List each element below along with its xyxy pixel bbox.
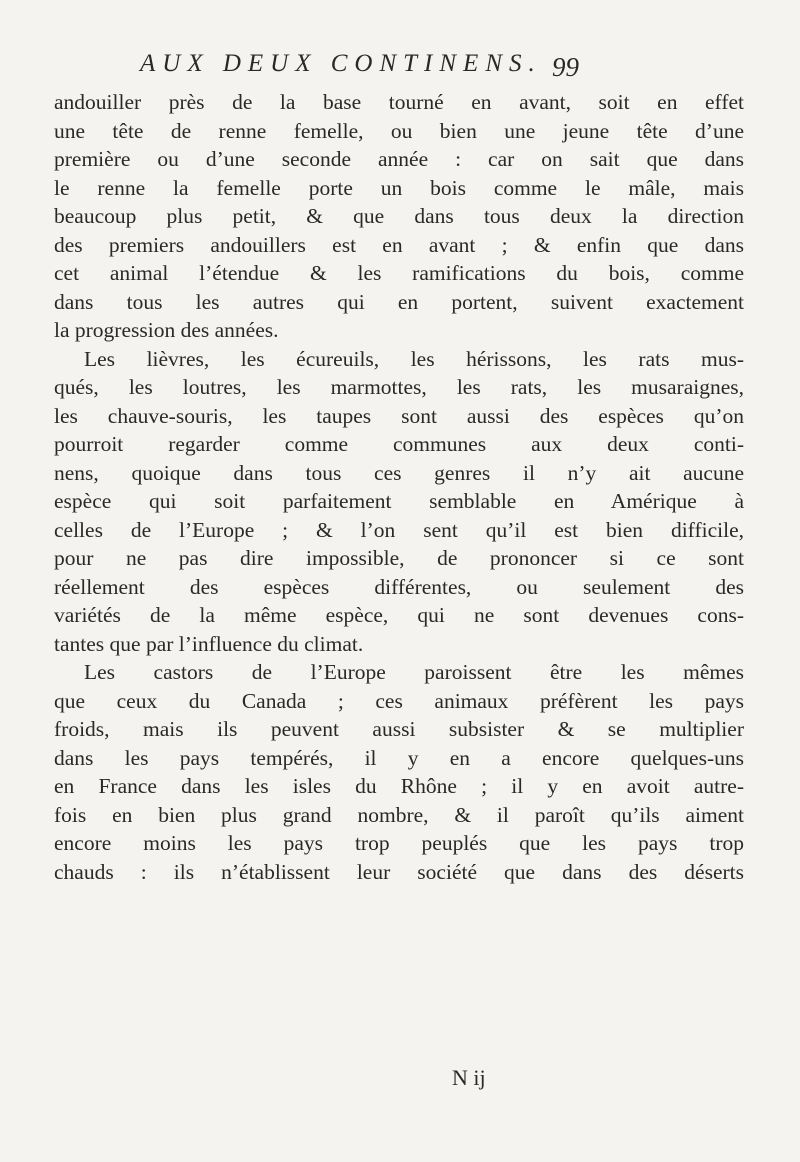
text-line: la progression des années. xyxy=(54,318,279,342)
text-line: beaucoup plus petit, & que dans tous deux la direction xyxy=(54,204,744,228)
text-line: chauds : ils n’établissent leur société que dans des déserts xyxy=(54,859,744,884)
text-line: encore moins les pays trop peuplés que les pays trop xyxy=(54,831,744,855)
text-line: des premiers andouillers est en avant ; & enfin que dans xyxy=(54,232,744,257)
text-line: pourroit regarder comme communes aux deux conti- xyxy=(54,432,744,456)
text-line: le renne la femelle porte un bois comme le mâle, mais xyxy=(54,175,744,200)
text-line: andouiller près de la base tourné en avant, soit en effet xyxy=(54,90,744,114)
text-line: Les lièvres, les écureuils, les hérissons, les rats mus- xyxy=(84,346,744,371)
text-line: dans tous les autres qui en portent, suivent exactement xyxy=(54,289,744,314)
text-line: celles de l’Europe ; & l’on sent qu’il est bien difficile, xyxy=(54,517,744,542)
text-line: nens, quoique dans tous ces genres il n’y ait aucune xyxy=(54,460,744,485)
page-number: 99 xyxy=(552,52,579,82)
text-line: cet animal l’étendue & les ramifications du bois, comme xyxy=(54,261,744,285)
text-line: dans les pays tempérés, il y en a encore quelques-uns xyxy=(54,745,744,770)
text-line: une tête de renne femelle, ou bien une jeune tête d’une xyxy=(54,118,744,143)
running-head-title: AUX DEUX CONTINENS. xyxy=(140,50,542,77)
text-line: variétés de la même espèce, qui ne sont devenues cons- xyxy=(54,603,744,627)
text-line: espèce qui soit parfaitement semblable en Amérique à xyxy=(54,489,744,513)
text-line: Les castors de l’Europe paroissent être les mêmes xyxy=(84,660,744,684)
text-line: les chauve-souris, les taupes sont aussi des espèces qu’on xyxy=(54,403,744,428)
text-line: pour ne pas dire impossible, de prononcer si ce sont xyxy=(54,546,744,570)
text-line: qués, les loutres, les marmottes, les rats, les musaraignes, xyxy=(54,375,744,399)
body-text xyxy=(54,88,744,886)
text-line: première ou d’une seconde année : car on sait que dans xyxy=(54,147,744,171)
text-line: que ceux du Canada ; ces animaux préfèrent les pays xyxy=(54,688,744,713)
text-line: tantes que par l’influence du climat. xyxy=(54,631,364,656)
text-line: réellement des espèces différentes, ou seulement des xyxy=(54,574,744,599)
signature-mark: N ij xyxy=(452,1065,486,1090)
text-line: froids, mais ils peuvent aussi subsister & se multiplier xyxy=(54,717,744,741)
running-head xyxy=(140,50,740,90)
text-line: fois en bien plus grand nombre, & il paroît qu’ils aiment xyxy=(54,802,744,827)
text-line: en France dans les isles du Rhône ; il y en avoit autre- xyxy=(54,774,744,798)
